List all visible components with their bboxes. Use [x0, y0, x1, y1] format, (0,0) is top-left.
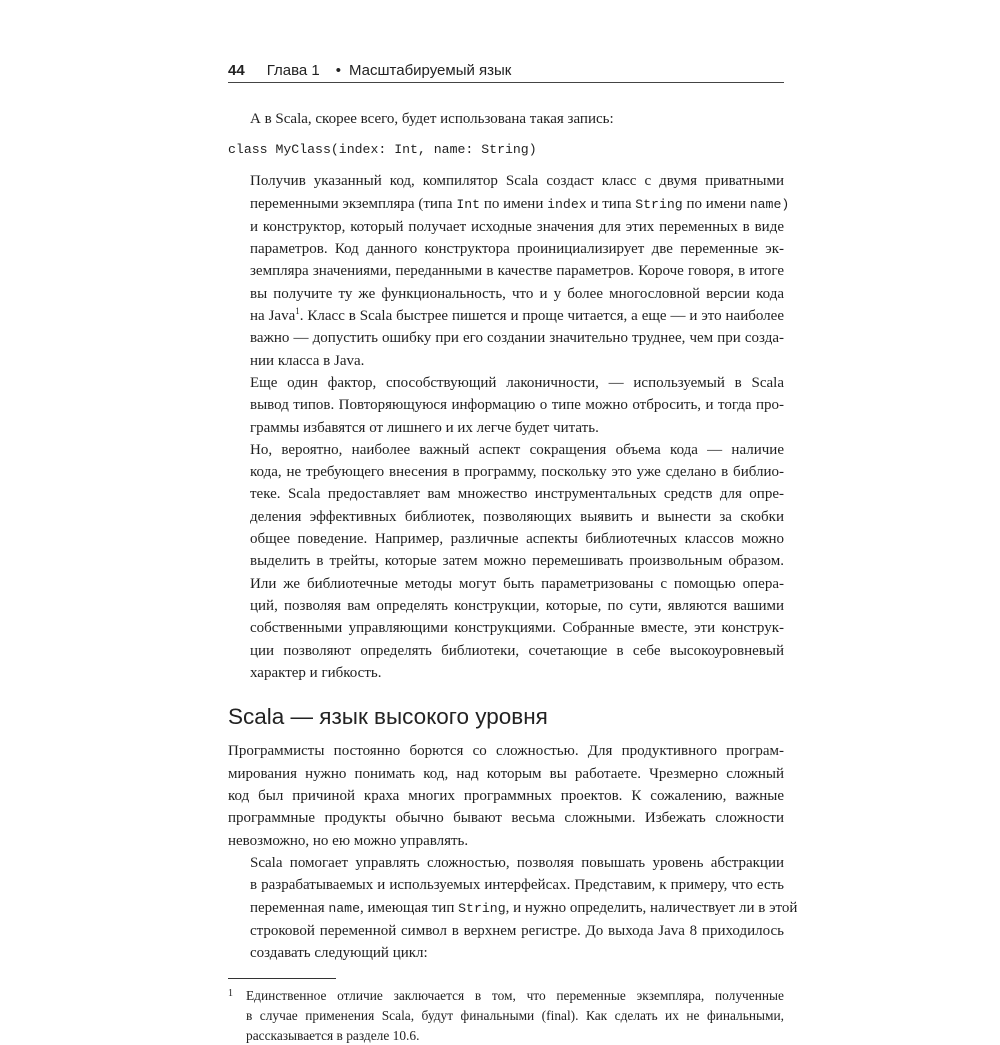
text-line: земпляра значениями, переданными в качестве параметров. Короче говоря, в итоге [250, 263, 784, 280]
text-run: по имени [480, 195, 548, 212]
footnote-reference[interactable]: 1 [295, 306, 300, 317]
text-line: деления эффективных библиотек, позволяющих выявить и вынести за скобки [250, 508, 784, 525]
section-heading: Scala — язык высокого уровня [228, 704, 548, 730]
text-line: и конструктор, который получает исходные значения для этих переменных в виде [250, 218, 784, 235]
text-line: выделить в трейты, которые затем можно перемешивать произвольным образом. [250, 553, 784, 570]
intro-line: А в Scala, скорее всего, будет использована такая запись: [250, 111, 614, 127]
footnote-line: в случае применения Scala, будут финальными (final). Как сделать их не финальными, [246, 1007, 784, 1023]
text-line: мирования нужно понимать код, над которым вы работаете. Чрезмерно сложный [228, 765, 784, 782]
inline-code: name [749, 196, 782, 212]
text-line: вы получите ту же функциональность, что и у более многословной версии кода [250, 285, 784, 302]
text-line: Еще один фактор, способствующий лаконичности, — используемый в Scala [250, 374, 784, 391]
page-number: 44 [228, 62, 245, 79]
text-line: Получив указанный код, компилятор Scala создаст класс с двумя приватными [250, 173, 784, 190]
text-line: граммы избавятся от лишнего и их легче будет читать. [250, 419, 599, 436]
header-bullet: • [335, 62, 341, 79]
text-line: Но, вероятно, наиболее важный аспект сокращения объема кода — наличие [250, 441, 784, 458]
text-line [228, 897, 798, 920]
text-line: теке. Scala предоставляет вам множество инструментальных средств для опре- [250, 486, 784, 503]
text-line: строковой переменной символ в верхнем регистре. До выхода Java 8 приходилось [250, 922, 784, 939]
running-header [228, 62, 784, 83]
text-run: ) [781, 196, 790, 212]
book-page [228, 62, 798, 1045]
paragraph-5 [228, 852, 798, 964]
inline-code: name [328, 900, 361, 916]
paragraph-3 [228, 439, 784, 684]
text-line: вывод типов. Повторяющуюся информацию о типе можно отбросить, и тогда про- [250, 397, 784, 414]
text-line: код был причиной краха многих программных проектов. К сожалению, важные [228, 788, 784, 805]
text-run: на Java [250, 308, 296, 325]
inline-code: index [547, 196, 587, 212]
chapter-title: Масштабируемый язык [348, 62, 512, 79]
text-line: параметров. Код данного конструктора проинициализирует две переменные эк- [250, 241, 784, 258]
text-line: кода, не требующего внесения в программу, поскольку это уже сделано в библио- [250, 464, 784, 481]
text-run: , и нужно определить, наличествует ли в этой [505, 899, 798, 916]
inline-code: String [635, 196, 683, 212]
text-line: Scala помогает управлять сложностью, позволяя повышать уровень абстракции [250, 854, 784, 871]
text-line: важно — допустить ошибку при его создании значительно труднее, чем при созда- [250, 330, 784, 347]
text-line: Программисты постоянно борются со сложностью. Для продуктивного програм- [228, 743, 784, 760]
text-line: общее поведение. Например, различные аспекты библиотечных классов можно [250, 531, 784, 548]
footnote-line: Единственное отличие заключается в том, что переменные экземпляра, полученные [246, 988, 784, 1004]
text-line [228, 193, 790, 216]
intro-paragraph [228, 108, 784, 130]
text-line: Или же библиотечные методы могут быть параметризованы с помощью опера- [250, 575, 784, 592]
text-run: , имеющая тип [360, 899, 459, 916]
paragraph-2 [228, 372, 784, 439]
paragraph-4 [228, 740, 784, 851]
text-line: создавать следующий цикл: [250, 945, 428, 962]
text-line: ции позволяют определять библиотеки, сочетающие в себе высокоуровневый [250, 642, 784, 659]
paragraph-1 [228, 170, 790, 372]
text-line: характер и гибкость. [250, 664, 382, 681]
text-line: в разрабатываемых и используемых интерфейсах. Представим, к примеру, что есть [250, 877, 784, 894]
text-run: . Класс в Scala быстрее пишется и проще читается, а еще — и это наиболее [299, 308, 784, 325]
footnote-line: рассказывается в разделе 10.6. [246, 1027, 420, 1043]
text-run: переменными экземпляра (типа [250, 195, 457, 212]
text-line [228, 305, 784, 327]
chapter-label: Глава 1 [266, 62, 320, 79]
text-run: по имени [682, 195, 750, 212]
text-run: переменная [250, 899, 329, 916]
code-example: class MyClass(index: Int, name: String) [228, 142, 537, 158]
text-line: невозможно, но ею можно управлять. [228, 832, 469, 849]
main-text [228, 108, 798, 1045]
text-line: собственными управляющими конструкциями. Собранные вместе, эти конструк- [250, 620, 784, 637]
text-line: программные продукты обычно бывают весьма сложными. Избежать сложности [228, 810, 784, 827]
footnote-divider [228, 978, 336, 979]
footnote [228, 986, 784, 1045]
inline-code: Int [456, 196, 481, 212]
text-line: ций, позволяя вам определять конструкции, которые, по сути, являются вашими [250, 597, 784, 614]
text-run: и типа [586, 195, 636, 212]
inline-code: String [458, 900, 506, 916]
text-line: нии класса в Java. [250, 352, 365, 369]
footnote-mark: 1 [228, 988, 233, 1000]
